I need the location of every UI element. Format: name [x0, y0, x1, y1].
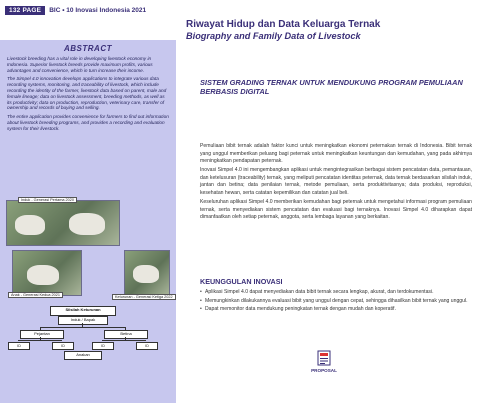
tree-node-id: [52, 342, 74, 350]
keunggulan-item: • Memungkinkan dilakukannya evaluasi bibit yang unggul dengan cepat, sehingga dihasilkan bibit ternak yang unggul.: [200, 298, 472, 306]
keunggulan-item: • Aplikasi Simpel 4.0 dapat menyediakan data bibit ternak secara lengkap, akurat, dan terdokumentasi.: [200, 289, 472, 297]
keunggulan-heading: KEUNGGULAN INOVASI: [200, 277, 283, 286]
book-title: BIC • 10 Inovasi Indonesia 2021: [49, 6, 147, 14]
body-text: [200, 143, 472, 223]
cow-shape: [69, 213, 105, 235]
tree-node-female-label: Betina: [120, 331, 132, 336]
document-icon: [317, 350, 331, 366]
body-paragraph: Pemuliaan bibit ternak adalah faktor kunci untuk meningkatkan ekonomi peternakan ternak di Indonesia. Bibit ternak yang unggul memberikan peluang bagi peternak untuk meningkatkan keuntungan dan kemudahan, yang pada akhirnya meningkatkan pendapatan peternak.: [200, 143, 472, 165]
tree-root-sub: [58, 316, 108, 325]
label-parent-generation: Induk - Generasi Pertama 2020: [18, 197, 77, 203]
proposal-label: PROPOSAL: [311, 368, 337, 373]
tree-node-male-label: Pejantan: [34, 331, 50, 336]
tree-node-id: [92, 342, 114, 350]
cattle-photo-child: [12, 250, 82, 296]
tree-root-sub-label: Induk / Bapak: [70, 317, 96, 322]
cattle-photo-offspring: [124, 250, 170, 296]
pedigree-diagram: [4, 196, 172, 360]
abstract-paragraph: Livestock breeding has a vital role in developing livestock economy in Indonesia. Superior livestock breeds provide maximum profits, various advantages and convenience, which in turn increase their income.: [7, 56, 153, 73]
section-subtitle: SISTEM GRADING TERNAK UNTUK MENDUKUNG PROGRAM PEMULIAAN BERBASIS DIGITAL: [200, 78, 463, 96]
tree-connector: [18, 340, 62, 341]
tree-node-offspring: [64, 351, 102, 360]
cow-shape: [15, 215, 45, 235]
page-title: Riwayat Hidup dan Data Keluarga Ternak: [186, 19, 381, 30]
tree-root: [50, 306, 116, 316]
page-title-english: Biography and Family Data of Livestock: [186, 31, 361, 41]
tree-node-male: [20, 330, 64, 339]
body-paragraph: Keseluruhan aplikasi Simpel 4.0 memberikan kemudahan bagi peternak untuk mengetahui informasi program pemuliaan ternak, serta menyediakan sistem pencatatan dan evaluasi bagi ternaknya. Inovasi Simpel 4.0 diharapkan dapat dimanfaatkan oleh setiap peternak, anggota, serta lembaga layanan yang berkaitan.: [200, 199, 472, 221]
cow-shape: [27, 265, 59, 285]
body-paragraph: Inovasi Simpel 4.0 ini mengembangkan aplikasi untuk mengintegrasikan berbagai sistem pencatatan data, pemantauan, dan ketelusuran (traceability) ternak, yang meliputi pencatatan identitas peternak, data ternak berdasarkan silsilah induk, jantan dan betina; data penilaian ternak, metode pemuliaan, serta produktivitasnya; data produksi, reproduksi, kesehatan hewan, serta catatan kepemilikan dan catatan jual beli.: [200, 167, 472, 197]
abstract-heading: ABSTRACT: [64, 44, 112, 53]
keunggulan-item: • Dapat memonitor data mendukung peningkatan ternak dengan mudah dan koperatif.: [200, 306, 472, 314]
tree-connector: [102, 340, 146, 341]
label-offspring-generation: Keturunan - Generasi Ketiga 2022: [112, 294, 176, 300]
tree-node-id-label: ID: [61, 344, 65, 348]
abstract-paragraph: The Simpel 4.0 innovation develops applications to integrate various data recording systems, monitoring, and traceability of livestock, which include recording the identity of the farmer, livestock data based on parent, male and female lineage; data on livestock assessment, breeding methods, as well as its productivity; data on production, reproduction, veterinary care, transfer of ownership and records of buying and selling.: [7, 76, 167, 111]
page-header: [5, 4, 146, 16]
label-child-generation: Anak - Generasi Kedua 2021: [8, 292, 63, 298]
tree-node-id: [8, 342, 30, 350]
tree-node-female: [104, 330, 148, 339]
abstract-paragraph: The entire application provides convenience for farmers to find out information about livestock breeding programs, and provides a recording and evaluation system for their livestock.: [7, 114, 169, 131]
tree-node-id-label: ID: [101, 344, 105, 348]
tree-node-offspring-label: Anakan: [76, 352, 90, 357]
abstract-body: [7, 56, 169, 135]
tree-node-id-label: ID: [145, 344, 149, 348]
tree-node-id-label: ID: [17, 344, 21, 348]
cow-shape: [133, 265, 159, 283]
tree-root-label: Silsilah Keturunan: [65, 307, 101, 312]
cattle-photo-parent: [6, 200, 120, 246]
page-number: 132 PAGE: [5, 6, 45, 15]
keunggulan-list: [200, 289, 472, 315]
tree-connector: [40, 327, 126, 328]
tree-node-id: [136, 342, 158, 350]
